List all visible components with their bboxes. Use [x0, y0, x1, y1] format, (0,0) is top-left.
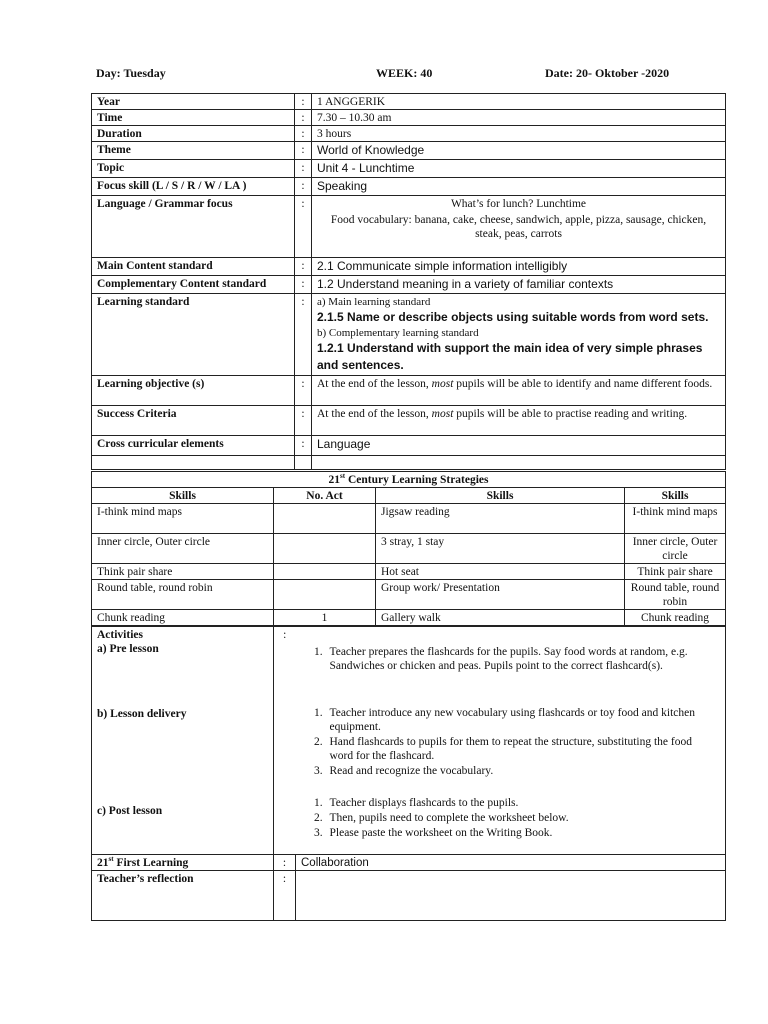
activities-label-cell: [92, 627, 274, 855]
theme-value: World of Knowledge: [312, 142, 726, 160]
strategies-title-num: 21: [328, 474, 341, 486]
topic-label: Topic: [92, 160, 295, 178]
delivery-step: 2. Hand flashcards to pupils for them to repeat the structure, substituting the food word for the flashcard.: [326, 735, 718, 763]
skill-cell: Think pair share: [92, 564, 274, 580]
date-label: Date: 20- Oktober -2020: [545, 66, 670, 80]
colon: :: [295, 276, 312, 294]
cross-label: Cross curricular elements: [92, 436, 295, 456]
colon: :: [295, 160, 312, 178]
objective-value: [312, 376, 726, 406]
first-learning-value: Collaboration: [296, 855, 726, 871]
skill-cell: Hot seat: [376, 564, 625, 580]
delivery-list: [296, 706, 718, 779]
skill-cell: Gallery walk: [376, 610, 625, 626]
skill-cell: I-think mind maps: [92, 504, 274, 534]
lesson-delivery-label: b) Lesson delivery: [97, 708, 187, 720]
empty-cell: [92, 456, 295, 470]
learning-standard-label: Learning standard: [92, 294, 295, 376]
act-cell: [274, 580, 376, 610]
colon: :: [295, 294, 312, 376]
week-label: WEEK: 40: [376, 66, 433, 80]
colon: :: [295, 436, 312, 456]
objective-emphasis: most: [431, 378, 454, 390]
success-value: [312, 406, 726, 436]
colon: :: [295, 142, 312, 160]
skill-cell: Think pair share: [625, 564, 726, 580]
pre-lesson-list: [296, 645, 718, 674]
pre-lesson-step: 1. Teacher prepares the flashcards for the pupils. Say food words at random, e.g. Sandwiches or chicken and peas. Pupils point to the correct flashcard(s).: [326, 645, 718, 673]
success-text-end: pupils will be able to practise reading and writing.: [453, 408, 688, 420]
colon: :: [274, 627, 296, 855]
skill-cell: 3 stray, 1 stay: [376, 534, 625, 564]
focus-skill-value: Speaking: [312, 178, 726, 196]
comp-ls-heading: b) Complementary learning standard: [317, 327, 479, 339]
first-learning-num: 21: [97, 857, 109, 869]
day-label: Day: Tuesday: [96, 66, 166, 80]
col-header: Skills: [625, 488, 726, 504]
colon: :: [295, 178, 312, 196]
first-learning-text: First Learning: [113, 857, 189, 869]
strategies-title-sup: st: [340, 472, 346, 481]
main-ls-heading: a) Main learning standard: [317, 296, 431, 308]
strategies-title: [92, 472, 726, 488]
comp-content-value: 1.2 Understand meaning in a variety of familiar contexts: [312, 276, 726, 294]
strategies-title-text: Century Learning Strategies: [345, 474, 489, 486]
colon: :: [295, 406, 312, 436]
time-label: Time: [92, 110, 295, 126]
post-lesson-step: 1. Teacher displays flashcards to the pupils.: [326, 796, 718, 810]
col-header: No. Act: [274, 488, 376, 504]
colon: :: [295, 376, 312, 406]
topic-value: Unit 4 - Lunchtime: [312, 160, 726, 178]
colon: :: [274, 855, 296, 871]
success-label: Success Criteria: [92, 406, 295, 436]
grammar-line-2: Food vocabulary: banana, cake, cheese, sandwich, apple, pizza, sausage, chicken, steak, peas, carrots: [330, 214, 707, 240]
post-lesson-step: 3. Please paste the worksheet on the Writing Book.: [326, 826, 718, 840]
grammar-label: Language / Grammar focus: [92, 196, 295, 258]
focus-skill-label: Focus skill (L / S / R / W / LA ): [92, 178, 295, 196]
duration-label: Duration: [92, 126, 295, 142]
duration-value: 3 hours: [312, 126, 726, 142]
post-lesson-label: c) Post lesson: [97, 805, 163, 817]
skill-cell: Chunk reading: [625, 610, 726, 626]
theme-label: Theme: [92, 142, 295, 160]
time-value: 7.30 – 10.30 am: [312, 110, 726, 126]
main-content-value: 2.1 Communicate simple information intelligibly: [312, 258, 726, 276]
post-lesson-list: [296, 796, 718, 841]
post-lesson-step: 2. Then, pupils need to complete the worksheet below.: [326, 811, 718, 825]
year-label: Year: [92, 94, 295, 110]
main-ls-text: 2.1.5 Name or describe objects using suitable words from word sets.: [317, 310, 709, 324]
success-emphasis: most: [431, 408, 454, 420]
objective-text-end: pupils will be able to identify and name different foods.: [453, 378, 713, 390]
act-cell: [274, 564, 376, 580]
first-learning-label: [92, 855, 274, 871]
success-text-start: At the end of the lesson,: [317, 408, 432, 420]
pre-lesson-label: a) Pre lesson: [97, 643, 159, 655]
colon: :: [274, 871, 296, 921]
empty-cell: [312, 456, 726, 470]
year-value: 1 ANGGERIK: [312, 94, 726, 110]
learning-standard-value: [312, 294, 726, 376]
colon: :: [295, 94, 312, 110]
skill-cell: I-think mind maps: [625, 504, 726, 534]
objective-text-start: At the end of the lesson,: [317, 378, 432, 390]
act-cell: 1: [274, 610, 376, 626]
lesson-info-table: [91, 93, 726, 470]
skill-cell: Round table, round robin: [625, 580, 726, 610]
objective-label: Learning objective (s): [92, 376, 295, 406]
colon: :: [295, 110, 312, 126]
skill-cell: Inner circle, Outer circle: [92, 534, 274, 564]
delivery-step: 1. Teacher introduce any new vocabulary using flashcards or toy food and kitchen equipment.: [326, 706, 718, 734]
delivery-step: 3. Read and recognize the vocabulary.: [326, 764, 718, 778]
cross-value: Language: [312, 436, 726, 456]
grammar-value: [312, 196, 726, 258]
colon: :: [295, 126, 312, 142]
reflection-value: [296, 871, 726, 921]
skill-cell: Group work/ Presentation: [376, 580, 625, 610]
activities-content: [296, 627, 726, 855]
reflection-label: Teacher’s reflection: [92, 871, 274, 921]
activities-title: Activities: [97, 629, 143, 641]
colon: :: [295, 258, 312, 276]
skill-cell: Chunk reading: [92, 610, 274, 626]
comp-ls-text: 1.2.1 Understand with support the main idea of very simple phrases and sentences.: [317, 341, 703, 372]
strategies-table: [91, 471, 726, 626]
activities-table: [91, 626, 726, 921]
comp-content-label: Complementary Content standard: [92, 276, 295, 294]
col-header: Skills: [376, 488, 625, 504]
colon: :: [295, 196, 312, 258]
skill-cell: Inner circle, Outer circle: [625, 534, 726, 564]
col-header: Skills: [92, 488, 274, 504]
grammar-line-1: What’s for lunch? Lunchtime: [450, 198, 587, 210]
main-content-label: Main Content standard: [92, 258, 295, 276]
act-cell: [274, 504, 376, 534]
empty-cell: [295, 456, 312, 470]
skill-cell: Jigsaw reading: [376, 504, 625, 534]
first-learning-sup: st: [108, 855, 114, 864]
skill-cell: Round table, round robin: [92, 580, 274, 610]
act-cell: [274, 534, 376, 564]
